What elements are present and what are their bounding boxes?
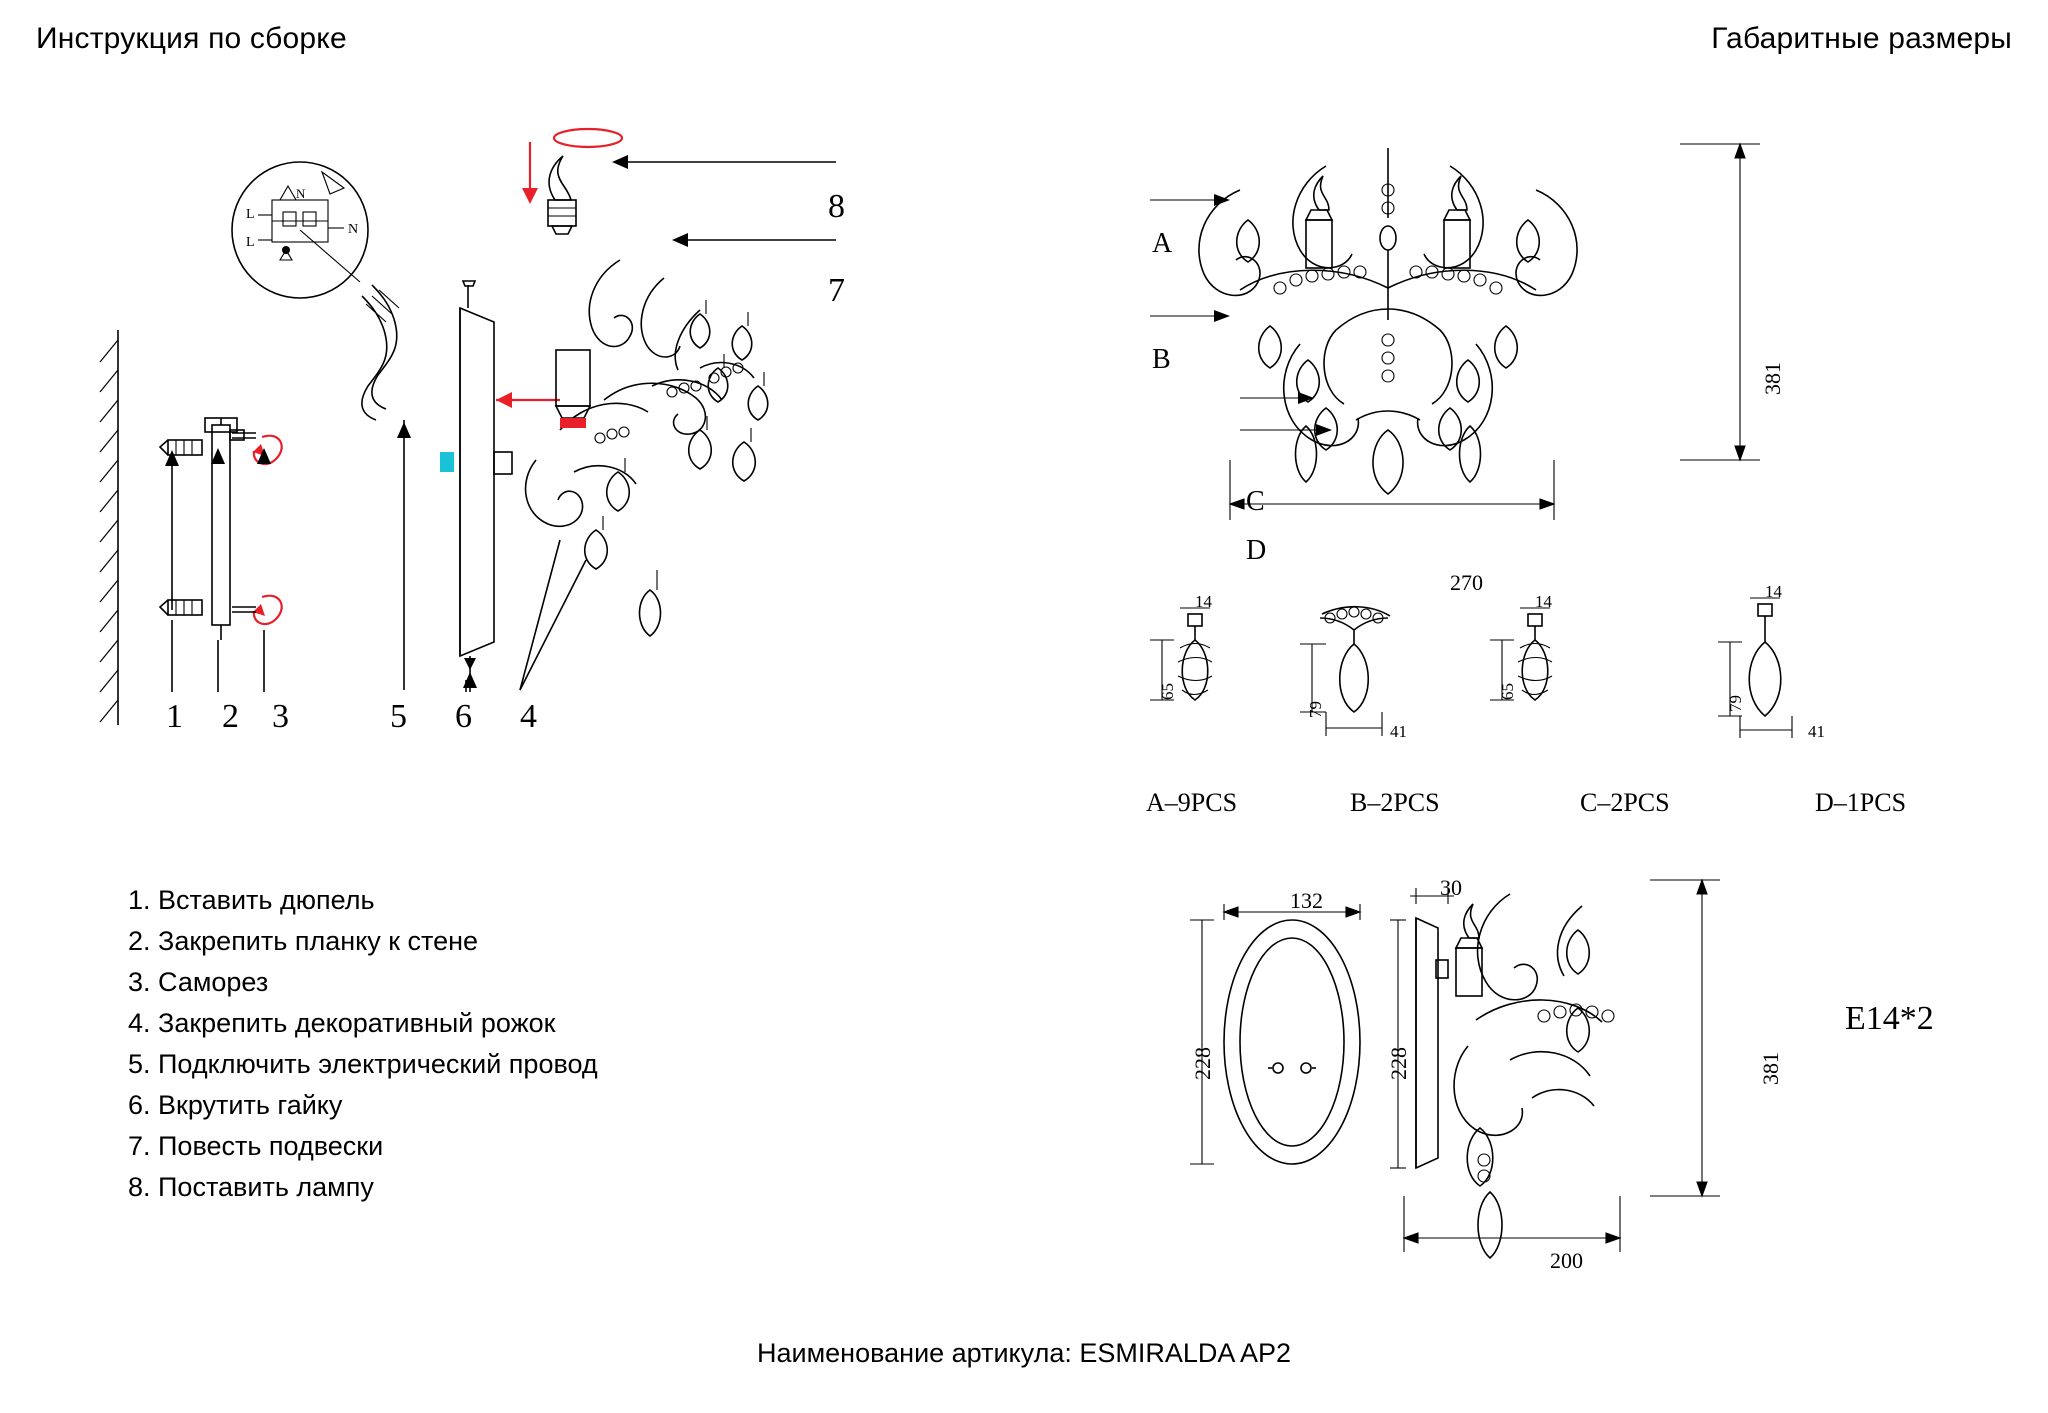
svg-text:L: L: [246, 207, 255, 222]
callout-2: 2: [222, 698, 239, 735]
dimensions-front-view: [1120, 130, 2000, 600]
fixture-illustration: [526, 260, 768, 636]
dowel-part-2: [160, 600, 202, 615]
article-name: ESMIRALDA AP2: [1079, 1338, 1291, 1368]
footer: [0, 1338, 2048, 1369]
callout-1: 1: [166, 698, 183, 735]
dim-side-view-width: 200: [1550, 1248, 1583, 1273]
dim-base-height: 228: [1190, 1047, 1215, 1080]
crystal-callout-a: A: [1152, 228, 1173, 259]
dim-side-depth: 30: [1440, 875, 1462, 900]
callout-6: 6: [455, 698, 472, 735]
header-right-title: Габаритные размеры: [1711, 22, 2012, 55]
step-item: 6. Вкрутить гайку: [128, 1090, 343, 1120]
step-item: 7. Повесть подвески: [128, 1131, 384, 1161]
dimensions-side-view: [1180, 860, 2048, 1280]
dim-d-bottom: 41: [1808, 722, 1825, 741]
dim-c-top: 14: [1535, 592, 1552, 611]
electric-wire: [362, 285, 399, 420]
part-label-a: A–9PCS: [1146, 788, 1238, 817]
crystal-callout-c: C: [1246, 486, 1265, 517]
svg-text:L: L: [246, 235, 255, 250]
dim-a-top: 14: [1195, 592, 1212, 611]
step-item: 4. Закрепить декоративный рожок: [128, 1008, 556, 1038]
crystal-callout-b: B: [1152, 344, 1171, 375]
dim-main-height: 381: [1760, 362, 1785, 395]
callout-8: 8: [828, 188, 845, 225]
lamp-socket-label: E14*2: [1845, 1000, 1934, 1037]
part-label-c: C–2PCS: [1580, 788, 1670, 817]
svg-text:N: N: [348, 222, 359, 237]
part-label-b: B–2PCS: [1350, 788, 1440, 817]
callout-5: 5: [390, 698, 407, 735]
dim-a-side: 65: [1158, 683, 1177, 700]
dim-b-bottom: 41: [1390, 722, 1407, 741]
part-label-d: D–1PCS: [1815, 788, 1907, 817]
step-item: 2. Закрепить планку к стене: [128, 926, 479, 956]
callout-3: 3: [272, 698, 289, 735]
dim-side-view-height: 381: [1758, 1052, 1783, 1085]
assembly-diagram: [0, 100, 1090, 860]
dowel-part: [160, 440, 202, 455]
crystal-callout-d: D: [1246, 535, 1267, 566]
base-plate: [440, 281, 512, 680]
step-item: 3. Саморез: [128, 967, 269, 997]
crystal-parts-row: [1140, 600, 2040, 790]
lamp-bulb: [522, 129, 622, 234]
header-left-title: Инструкция по сборке: [36, 22, 347, 55]
step-item: 5. Подключить электрический провод: [128, 1049, 598, 1079]
svg-text:N: N: [296, 186, 306, 201]
dim-base-width: 132: [1290, 888, 1323, 913]
dim-b-side: 79: [1306, 701, 1325, 718]
steps-list: [128, 880, 598, 1208]
callout-4: 4: [520, 698, 537, 735]
callout-7: 7: [828, 272, 845, 309]
dim-d-top: 14: [1765, 582, 1782, 601]
step-item: 1. Вставить дюпель: [128, 885, 375, 915]
dim-d-side: 79: [1726, 695, 1745, 712]
screw-part: [232, 433, 256, 612]
dim-main-width: 270: [1450, 570, 1483, 595]
step-item: 8. Поставить лампу: [128, 1172, 374, 1202]
footer-prefix: Наименование артикула:: [757, 1338, 1072, 1368]
dim-c-side: 65: [1498, 683, 1517, 700]
dim-side-height: 228: [1386, 1047, 1411, 1080]
